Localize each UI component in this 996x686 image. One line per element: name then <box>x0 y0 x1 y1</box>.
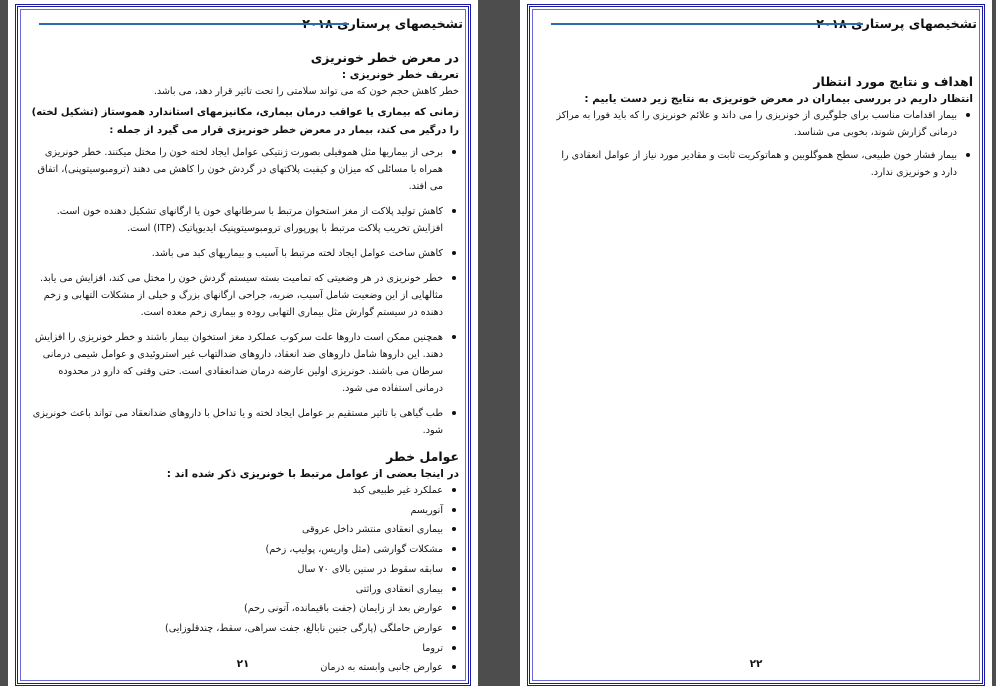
list-item: بیمار اقدامات مناسب برای جلوگیری از خونریزی را می داند و علائم خونریزی را که باید فورا به مراکز درمانی گزارش شوند، بخوبی می شناسد. <box>543 107 957 141</box>
list-item: بیماری انعقادی وراثتی <box>31 581 443 599</box>
causes-list <box>31 144 459 439</box>
list-item: کاهش تولید پلاکت از مغز استخوان مرتبط با سرطانهای خون یا ارگانهای تشکیل دهنده خون است. افزایش تخریب پلاکت مرتبط با پورپورای ترومبوسیتوپنیک ایدیوپاتیک (ITP) است. <box>31 203 443 237</box>
when-text: زمانی که بیماری یا عواقب درمان بیماری، مکانیزمهای استاندارد هموستاز (تشکیل لخته) را درگیر می کند، بیمار در معرض خطر خونریزی قرار می گیرد از جمله : <box>31 107 459 136</box>
viewer-gutter <box>478 0 520 686</box>
list-item: کاهش ساخت عوامل ایجاد لخته مرتبط با آسیب و بیماریهای کبد می باشد. <box>31 245 443 262</box>
list-item: بیماری انعقادی منتشر داخل عروقی <box>31 521 443 539</box>
section-title-goals: اهداف و نتایج مورد انتظار <box>813 74 973 89</box>
list-item: تروما <box>31 640 443 658</box>
goals-intro: انتظار داریم در بررسی بیماران در معرض خونریزی به نتایج زیر دست یابیم : <box>584 93 973 105</box>
page-21[interactable] <box>8 0 478 686</box>
list-item: عملکرد غیر طبیعی کبد <box>31 482 443 500</box>
list-item: خطر خونریزی در هر وضعیتی که تمامیت بسته سیستم گردش خون را مختل می کند، افزایش می یابد. مثالهایی از این وضعیت شامل آسیب، ضربه، جراحی ارگانهای بزرگ و خیلی از مشکلات التهابی و زخم دهنده در سیستم گوارش مثل بیماری التهابی روده و بیماری زخم معده است. <box>31 270 443 321</box>
page-22[interactable] <box>520 0 992 686</box>
definition-label: تعریف خطر خونریزی : <box>341 69 459 81</box>
list-item: عوارض بعد از زایمان (جفت باقیمانده، آتونی رحم) <box>31 600 443 618</box>
list-item: مشکلات گوارشی (مثل واریس، پولیپ، زخم) <box>31 541 443 559</box>
header-title: تشخیصهای پرستاری ۲۰۱۸ <box>302 16 463 31</box>
list-item: همچنین ممکن است داروها علت سرکوب عملکرد مغز استخوان بیمار باشند و خطر خونریزی را افزایش دهند. این داروها شامل داروهای ضد انعقاد، داروهای ضدالتهاب غیر استروئیدی و عوامل شیمی درمانی سرطان می باشند. خونریزی اولین عارضه درمان ضدانعقادی است. حتی وقتی که دارو در محدوده درمانی استفاده می شود. <box>31 329 443 397</box>
page-header <box>531 8 981 32</box>
section-title-risk-factors: عوامل خطر <box>386 449 459 464</box>
page-number: ۲۱ <box>236 658 250 670</box>
definition-text: خطر کاهش حجم خون که می تواند سلامتی را تحت تاثیر قرار دهد، می باشد. <box>153 86 459 97</box>
page-number: ۲۲ <box>749 658 763 670</box>
goals-list <box>543 107 973 181</box>
list-item: بیمار فشار خون طبیعی، سطح هموگلوبین و هماتوکریت ثابت و مقادیر مورد نیاز از عوامل انعقادی را دارد و خونریزی ندارد. <box>543 147 957 181</box>
viewer-margin-left <box>0 0 8 686</box>
page-header <box>19 8 467 32</box>
list-item: طب گیاهی با تاثیر مستقیم بر عوامل ایجاد لخته و یا تداخل با داروهای ضدانعقاد می تواند باعث خونریزی شود. <box>31 405 443 439</box>
viewer-margin-right <box>992 0 996 686</box>
header-rule <box>39 23 349 25</box>
risk-factors-list <box>31 482 459 677</box>
list-item: آنوریسم <box>31 502 443 520</box>
list-item: عوارض جانبی وابسته به درمان <box>31 659 443 677</box>
list-item: برخی از بیماریها مثل هموفیلی بصورت ژنتیکی عوامل ایجاد لخته خون را مختل میکنند. خطر خونریزی همراه با مسائلی که میزان و کیفیت پلاکتهای در گردش خون را کاهش می دهند (ترومبوسیتوپنی)، اتفاق می افتد. <box>31 144 443 195</box>
header-rule <box>551 23 863 25</box>
section-title-bleeding-risk: در معرض خطر خونریزی <box>310 50 459 65</box>
list-item: سابقه سقوط در سنین بالای ۷۰ سال <box>31 561 443 579</box>
header-title: تشخیصهای پرستاری ۲۰۱۸ <box>816 16 977 31</box>
list-item: عوارض حاملگی (پارگی جنین نابالغ، جفت سراهی، سقط، چندقلوزایی) <box>31 620 443 638</box>
risk-intro: در اینجا بعضی از عوامل مرتبط با خونریزی ذکر شده اند : <box>166 468 459 480</box>
